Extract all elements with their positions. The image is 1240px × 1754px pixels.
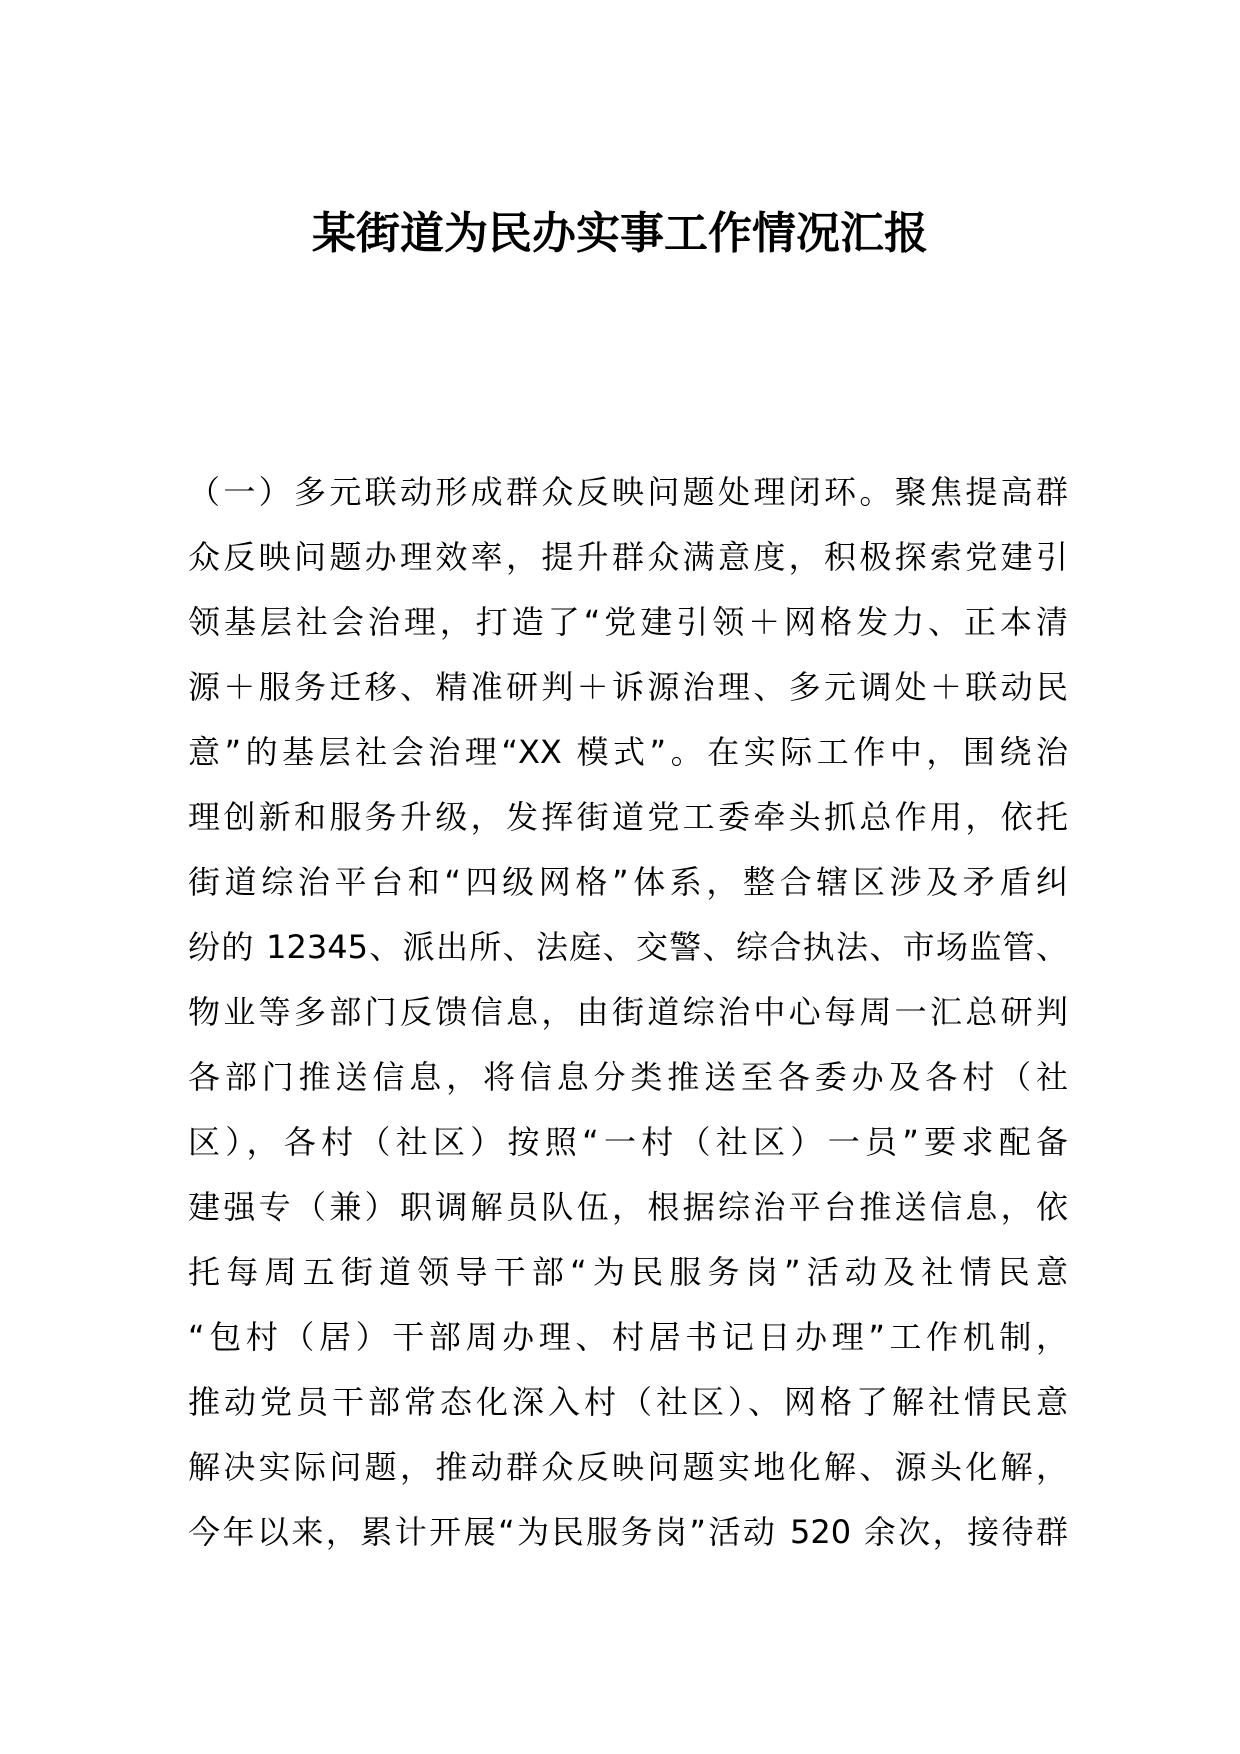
body-line: 源＋服务迁移、精准研判＋诉源治理、多元调处＋联动民: [188, 668, 1068, 706]
body-line: 区），各村（社区）按照“一村（社区）一员”要求配备: [188, 1123, 1068, 1161]
body-line: 推动党员干部常态化深入村（社区）、网格了解社情民意: [188, 1383, 1068, 1421]
body-line: 各部门推送信息，将信息分类推送至各委办及各村（社: [188, 1058, 1068, 1096]
body-line: 解决实际问题，推动群众反映问题实地化解、源头化解，: [188, 1448, 1068, 1486]
body-line: 街道综治平台和“四级网格”体系，整合辖区涉及矛盾纠: [188, 863, 1068, 901]
body-line: 物业等多部门反馈信息，由街道综治中心每周一汇总研判: [188, 993, 1068, 1031]
body-line: （一）多元联动形成群众反映问题处理闭环。聚焦提高群: [188, 473, 1068, 511]
body-line: 托每周五街道领导干部“为民服务岗”活动及社情民意: [188, 1253, 1068, 1291]
document-title: 某街道为民办实事工作情况汇报: [312, 208, 928, 259]
body-line: 众反映问题办理效率，提升群众满意度，积极探索党建引: [188, 538, 1068, 576]
body-line: 建强专（兼）职调解员队伍，根据综治平台推送信息，依: [188, 1188, 1068, 1226]
body-line: 领基层社会治理，打造了“党建引领＋网格发力、正本清: [188, 603, 1068, 641]
body-line: 纷的 12345、派出所、法庭、交警、综合执法、市场监管、: [188, 928, 1068, 966]
body-line: 意”的基层社会治理“XX 模式”。在实际工作中，围绕治: [188, 733, 1068, 771]
body-line: 今年以来，累计开展“为民服务岗”活动 520 余次，接待群: [188, 1513, 1068, 1551]
document-body: [188, 460, 1068, 1565]
body-line: “包村（居）干部周办理、村居书记日办理”工作机制，: [188, 1318, 1068, 1356]
body-line: 理创新和服务升级，发挥街道党工委牵头抓总作用，依托: [188, 798, 1068, 836]
